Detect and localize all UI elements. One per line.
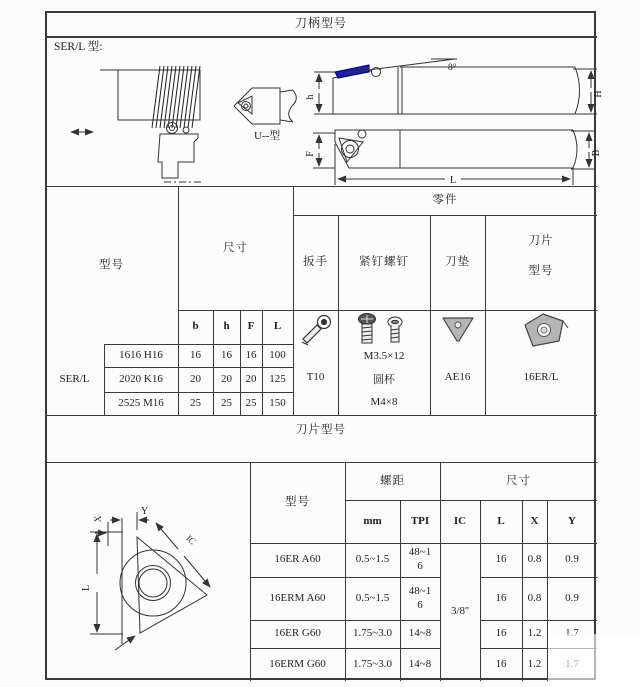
H-dim-label: H (593, 90, 604, 98)
subcol-L: L (273, 320, 282, 333)
insert-highlight-blue (335, 65, 369, 78)
subcol-mm: mm (363, 514, 382, 527)
ic-value-merged: 3/8'' (450, 605, 470, 618)
subcol-b: b (192, 320, 199, 333)
pitch-mm: 0.5~1.5 (355, 591, 390, 604)
dim-x: 1.2 (527, 657, 542, 670)
insert-section-title: 刀片型号 (296, 423, 346, 436)
break-line (289, 90, 297, 122)
model-cell: 1616 H16 (119, 348, 163, 361)
dim-l: 16 (495, 657, 507, 670)
insert-IC-label: IC (184, 533, 198, 547)
series-cell: SER/L (59, 372, 90, 385)
u-type-label: U--型 (254, 130, 281, 142)
dim-l: 16 (495, 553, 507, 566)
F-value: 20 (245, 372, 257, 385)
h-value: 20 (221, 372, 232, 385)
dim-l: 16 (495, 627, 507, 640)
F-dim-label: F (305, 151, 316, 157)
b-value: 25 (190, 396, 201, 409)
col-header-model: 型号 (99, 258, 124, 271)
dim-l: 16 (495, 591, 507, 604)
u-type-drawing (222, 82, 312, 142)
divider (45, 36, 597, 38)
F-value: 16 (245, 348, 257, 361)
series-type-label: SER/L 型: (54, 40, 103, 53)
subcol-l: L (497, 514, 505, 527)
dim-x: 0.8 (527, 553, 542, 566)
col-header-insert-1: 刀片 (528, 234, 554, 247)
insert-trigon-outline (137, 537, 207, 633)
insert-icon (518, 310, 570, 350)
subcol-F: F (247, 320, 255, 333)
h-value: 25 (221, 396, 232, 409)
thread-hatch (152, 66, 200, 128)
insert-Y-label: Y (141, 506, 149, 517)
insert-model: 16ER A60 (274, 553, 321, 566)
pitch-tpi: 14~8 (408, 627, 432, 640)
angle-line (345, 59, 455, 73)
h-dim-label: h (305, 94, 316, 100)
col-header-shim: 刀垫 (445, 256, 470, 269)
col-header-wrench: 扳手 (303, 256, 328, 269)
screw-spec-1: M3.5×12 (363, 350, 405, 363)
scan-fade-artifact (548, 634, 640, 687)
pitch-mm: 0.5~1.5 (355, 553, 390, 566)
dim-x: 0.8 (527, 591, 542, 604)
L-value: 100 (269, 348, 286, 361)
wrench-value: T10 (306, 371, 325, 384)
F-value: 25 (245, 396, 257, 409)
screws-icon (352, 312, 416, 350)
subcol-y: Y (568, 514, 576, 527)
dim-y: 0.9 (565, 553, 579, 566)
threading-operation-drawing (60, 56, 240, 186)
subcol-x: X (530, 514, 539, 527)
pitch-tpi: 14~8 (408, 657, 432, 670)
pitch-mm: 1.75~3.0 (353, 627, 392, 640)
b-value: 20 (190, 372, 201, 385)
insert-L-label: L (81, 584, 92, 592)
shim-value: AE16 (444, 371, 471, 384)
B-dim-label: B (591, 149, 602, 157)
pitch-tpi: 48~16 (408, 584, 432, 611)
group-header-pitch: 螺距 (380, 474, 405, 487)
insert-dimension-drawing (65, 488, 245, 676)
insert-model: 16ER G60 (274, 627, 321, 640)
dim-x: 1.2 (527, 627, 542, 640)
divider (45, 415, 597, 416)
L-value: 125 (269, 372, 286, 385)
group-header-parts: 零件 (432, 194, 458, 207)
col-header-insert-2: 型号 (528, 264, 554, 277)
shim-icon (438, 312, 478, 346)
angle-label: 8° (448, 63, 457, 73)
insert-model: 16ERM G60 (269, 657, 326, 670)
model-cell: 2525 M16 (118, 396, 164, 409)
subcol-ic: IC (453, 514, 467, 527)
subcol-h: h (223, 320, 230, 333)
screw-spec-3: M4×8 (370, 396, 398, 409)
dim-y: 0.9 (565, 591, 579, 604)
col-header-dims: 尺寸 (223, 241, 248, 254)
insert-model: 16ERM A60 (269, 591, 326, 604)
col-header-model2: 型号 (285, 496, 310, 509)
holder-side-view-drawing (305, 56, 603, 122)
L-dim-label: L (449, 175, 457, 186)
page-title: 刀柄型号 (294, 16, 347, 30)
subcol-tpi: TPI (410, 514, 430, 527)
wrench-icon (298, 312, 336, 348)
h-value: 16 (221, 348, 232, 361)
tool-holder-outline (158, 134, 198, 178)
insert-outline (339, 138, 363, 162)
L-value: 150 (269, 396, 286, 409)
b-value: 16 (190, 348, 201, 361)
pitch-tpi: 48~16 (408, 546, 432, 572)
pitch-mm: 1.75~3.0 (353, 657, 392, 670)
insert-value: 16ER/L (523, 371, 559, 384)
IC-dimension (156, 523, 178, 549)
holder-top-view-drawing (305, 122, 603, 192)
insert-X-label: X (93, 515, 103, 523)
col-header-screw: 紧钉螺钉 (359, 256, 409, 269)
group-header-dims2: 尺寸 (506, 474, 531, 487)
screw-spec-2: 圆杯 (373, 374, 395, 387)
model-cell: 2020 K16 (119, 372, 163, 385)
